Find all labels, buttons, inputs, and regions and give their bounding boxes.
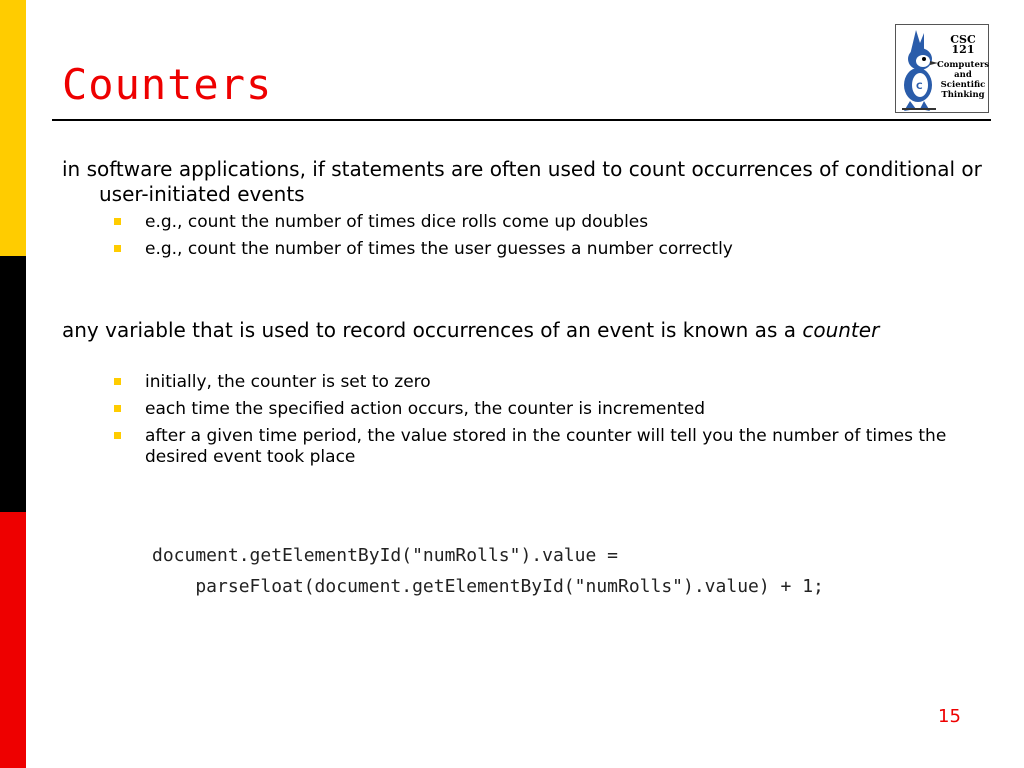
sub-bullet-text: initially, the counter is set to zero (145, 372, 431, 392)
sub-bullet-1-2 (114, 239, 1005, 260)
code-line-1: document.getElementById("numRolls").value = (152, 545, 618, 566)
bullet-2 (62, 318, 1019, 343)
slide-title: Counters (62, 60, 273, 109)
code-snippet (152, 540, 824, 602)
logo-line-1: Computers (937, 60, 990, 70)
bullet-square-icon (114, 378, 121, 385)
course-logo (895, 24, 989, 113)
sub-bullet-text: each time the specified action occurs, the counter is incremented (145, 399, 706, 419)
title-divider (52, 119, 991, 121)
bullet-square-icon (114, 218, 121, 225)
bullet-2-text: any variable that is used to record occurrences of an event is known as a (62, 318, 803, 342)
bullet-square-icon (114, 245, 121, 252)
logo-course: CSC 121 (950, 33, 976, 56)
sub-bullet-2-1 (114, 372, 1005, 393)
logo-line-4: Thinking (941, 90, 985, 100)
left-stripe-black (0, 256, 26, 512)
left-stripe-red (0, 512, 26, 768)
sub-bullet-2-3 (114, 426, 1005, 468)
bullet-square-icon (114, 432, 121, 439)
bullet-1 (62, 157, 1019, 207)
logo-line-3: Scientific (940, 80, 986, 90)
svg-text:C: C (916, 82, 923, 92)
sub-bullet-text: e.g., count the number of times dice rolls come up doubles (145, 212, 649, 232)
bullet-1-text: in software applications, if statements are often used to count occurrences of conditional or user-initiated events (62, 157, 982, 206)
sub-bullet-2-2 (114, 399, 1005, 420)
logo-text (937, 35, 989, 100)
page-number: 15 (938, 706, 961, 727)
logo-line-2: and (954, 70, 972, 80)
sub-bullet-1-1 (114, 212, 1005, 233)
bullet-2-term: counter (802, 318, 880, 342)
left-stripe-yellow (0, 0, 26, 256)
sub-bullet-text: after a given time period, the value stored in the counter will tell you the number of times the desired event took place (145, 426, 947, 467)
sub-bullet-text: e.g., count the number of times the user guesses a number correctly (145, 239, 733, 259)
bullet-square-icon (114, 405, 121, 412)
code-line-2: parseFloat(document.getElementById("numRolls").value) + 1; (152, 576, 824, 597)
